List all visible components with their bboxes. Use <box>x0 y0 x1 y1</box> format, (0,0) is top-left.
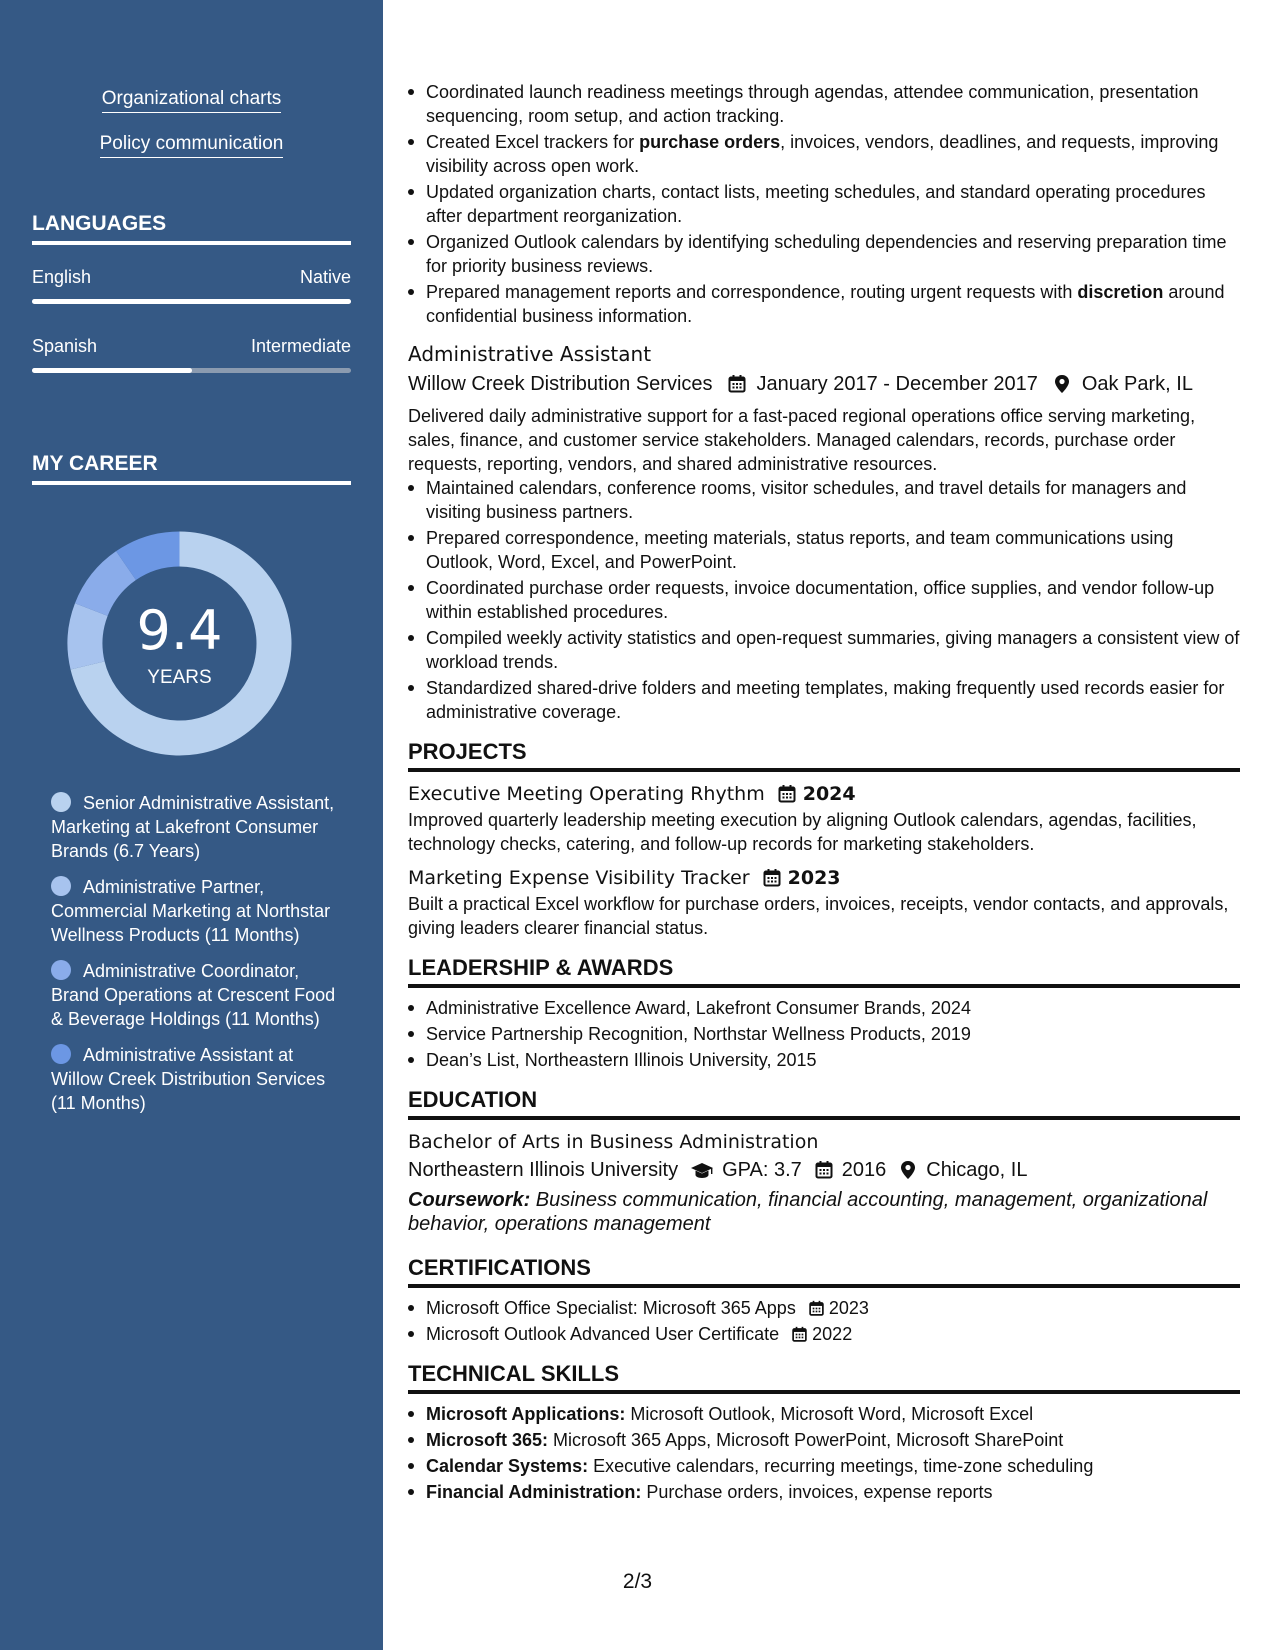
job-bullets <box>408 476 1240 724</box>
location-pin-icon <box>1052 374 1072 394</box>
job-description: Delivered daily administrative support for a fast-paced regional operations office serving marketing, sales, finance, and customer service stakeholders. Managed calendars, records, purchase order requests, reporting, vendors, and shared administrative resources. <box>408 406 1196 474</box>
language-bar-fill <box>32 299 351 304</box>
languages-heading: LANGUAGES <box>32 212 351 245</box>
career-legend-item <box>51 875 341 947</box>
certification-item <box>408 1322 1240 1346</box>
language-name: Spanish <box>32 336 98 356</box>
language-row-spanish <box>32 336 351 357</box>
bullet-item: Organized Outlook calendars by identifying scheduling dependencies and reserving preparation time for priority business reviews. <box>408 230 1240 278</box>
previous-job-bullets <box>408 80 1240 328</box>
legend-dot <box>51 1044 71 1064</box>
legend-label: Administrative Partner, Commercial Marketing at Northstar Wellness Products (11 Months) <box>51 877 331 945</box>
project-description: Improved quarterly leadership meeting execution by aligning Outlook calendars, agendas, facilities, technology checks, catering, and follow-up records for marketing stakeholders. <box>408 810 1197 854</box>
calendar-icon <box>777 784 797 804</box>
project-description: Built a practical Excel workflow for purchase orders, invoices, receipts, vendor contacts, and approvals, giving leaders clearer financial status. <box>408 894 1229 938</box>
career-legend <box>51 791 341 1127</box>
project-title: Marketing Expense Visibility Tracker <box>408 867 750 889</box>
bullet-item: Updated organization charts, contact lists, meeting schedules, and standard operating procedures after department reorganization. <box>408 180 1240 228</box>
legend-dot <box>51 876 71 896</box>
awards-list <box>408 996 1240 1072</box>
skill-item: Microsoft Applications: Microsoft Outlook, Microsoft Word, Microsoft Excel <box>408 1402 1240 1426</box>
main-content <box>408 80 1240 1506</box>
technical-skills-heading: TECHNICAL SKILLS <box>408 1362 1240 1394</box>
language-row-english <box>32 267 351 288</box>
education-school: Northeastern Illinois University <box>408 1159 679 1181</box>
education-year: 2016 <box>841 1159 887 1181</box>
certifications-list <box>408 1296 1240 1346</box>
coursework-text: Business communication, financial accounting, management, organizational behavior, operations management <box>408 1189 1208 1235</box>
skill-item: Financial Administration: Purchase orders, invoices, expense reports <box>408 1480 1240 1504</box>
career-legend-item <box>51 959 341 1031</box>
legend-label: Senior Administrative Assistant, Marketing at Lakefront Consumer Brands (6.7 Years) <box>51 793 335 861</box>
award-item: Administrative Excellence Award, Lakefront Consumer Brands, 2024 <box>408 996 1240 1020</box>
legend-label: Administrative Assistant at Willow Creek Distribution Services (11 Months) <box>51 1045 326 1113</box>
project-year: 2023 <box>787 867 841 889</box>
calendar-icon <box>791 1326 808 1343</box>
calendar-icon <box>808 1300 825 1317</box>
calendar-icon <box>762 868 782 888</box>
skill-link-org-charts[interactable] <box>0 88 383 113</box>
bullet-item: Prepared correspondence, meeting materials, status reports, and team communications using Outlook, Word, Excel, and PowerPoint. <box>408 526 1240 574</box>
bullet-item: Coordinated launch readiness meetings through agendas, attendee communication, presentation sequencing, room setup, and action tracking. <box>408 80 1240 128</box>
page-number: 2/3 <box>622 1570 653 1593</box>
language-bar-fill <box>32 368 192 373</box>
language-bar-spanish <box>32 368 351 373</box>
job-dates: January 2017 - December 2017 <box>756 373 1038 395</box>
career-donut-chart <box>67 531 292 756</box>
education-location: Chicago, IL <box>926 1159 1028 1181</box>
education-coursework <box>408 1188 1240 1236</box>
education-degree: Bachelor of Arts in Business Administration <box>408 1131 819 1153</box>
job-company: Willow Creek Distribution Services <box>408 373 713 395</box>
skill-item: Calendar Systems: Executive calendars, recurring meetings, time-zone scheduling <box>408 1454 1240 1478</box>
legend-label: Administrative Coordinator, Brand Operations at Crescent Food & Beverage Holdings (11 Months) <box>51 961 336 1029</box>
certification-item <box>408 1296 1240 1320</box>
project-title-row <box>408 780 1240 808</box>
career-heading: MY CAREER <box>32 452 351 485</box>
award-item: Dean’s List, Northeastern Illinois University, 2015 <box>408 1048 1240 1072</box>
bullet-item: Created Excel trackers for purchase orders, invoices, vendors, deadlines, and requests, improving visibility across open work. <box>408 130 1240 178</box>
bullet-item: Coordinated purchase order requests, invoice documentation, office supplies, and vendor follow-up within established procedures. <box>408 576 1240 624</box>
career-total-label: YEARS <box>147 667 212 688</box>
certification-year: 2022 <box>812 1324 853 1344</box>
language-name: English <box>32 267 92 287</box>
certification-name: Microsoft Outlook Advanced User Certificate <box>426 1324 780 1344</box>
job-location: Oak Park, IL <box>1081 373 1193 395</box>
certification-name: Microsoft Office Specialist: Microsoft 365 Apps <box>426 1298 796 1318</box>
education-meta <box>408 1156 1240 1184</box>
bullet-item: Compiled weekly activity statistics and open-request summaries, giving managers a consistent view of workload trends. <box>408 626 1240 674</box>
skill-link-policy[interactable] <box>0 133 383 158</box>
career-legend-item <box>51 791 341 863</box>
projects-heading: PROJECTS <box>408 740 1240 772</box>
awards-heading: LEADERSHIP & AWARDS <box>408 956 1240 988</box>
bullet-item: Standardized shared-drive folders and meeting templates, making frequently used records easier for administrative coverage. <box>408 676 1240 724</box>
calendar-icon <box>727 374 747 394</box>
language-level: Intermediate <box>250 336 351 356</box>
legend-dot <box>51 960 71 980</box>
career-legend-item <box>51 1043 341 1115</box>
language-bar-english <box>32 299 351 304</box>
skill-link-label: Organizational charts <box>102 88 282 113</box>
project-year: 2024 <box>802 783 856 805</box>
graduation-cap-icon <box>690 1160 714 1180</box>
certifications-heading: CERTIFICATIONS <box>408 1256 1240 1288</box>
location-pin-icon <box>898 1160 918 1180</box>
education-heading: EDUCATION <box>408 1088 1240 1120</box>
project-title: Executive Meeting Operating Rhythm <box>408 783 765 805</box>
bullet-item: Prepared management reports and correspondence, routing urgent requests with discretion around confidential business information. <box>408 280 1240 328</box>
award-item: Service Partnership Recognition, Northstar Wellness Products, 2019 <box>408 1022 1240 1046</box>
calendar-icon <box>814 1160 834 1180</box>
certification-year: 2023 <box>828 1298 869 1318</box>
technical-skills-list <box>408 1402 1240 1504</box>
language-level: Native <box>299 267 351 287</box>
skill-link-label: Policy communication <box>100 133 284 158</box>
skill-item: Microsoft 365: Microsoft 365 Apps, Microsoft PowerPoint, Microsoft SharePoint <box>408 1428 1240 1452</box>
job-meta <box>408 370 1240 398</box>
coursework-label: Coursework: <box>408 1189 531 1211</box>
job-title: Administrative Assistant <box>408 342 652 366</box>
education-gpa: GPA: 3.7 <box>722 1159 802 1181</box>
legend-dot <box>51 792 71 812</box>
bullet-item: Maintained calendars, conference rooms, visitor schedules, and travel details for managers and visiting business partners. <box>408 476 1240 524</box>
career-total-years: 9.4 <box>136 599 223 662</box>
sidebar <box>0 0 383 1650</box>
project-title-row <box>408 864 1240 892</box>
